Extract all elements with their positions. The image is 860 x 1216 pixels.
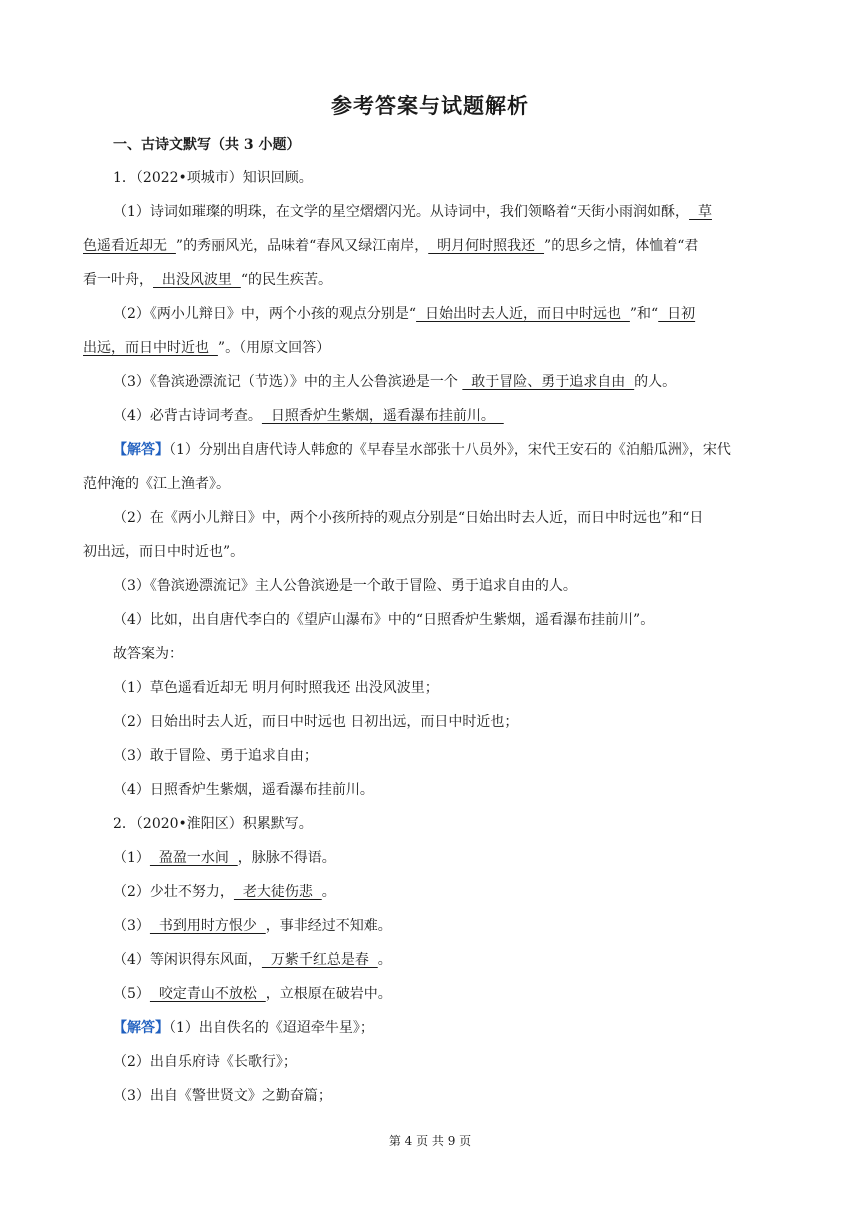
question-2-heading: 2．（2020•淮阳区）积累默写。 [113,816,313,832]
q1-part4: （4）必背古诗词考查。 日照香炉生紫烟，遥看瀑布挂前川。 [113,408,504,424]
blank-answer: 草 [689,204,712,220]
q1-part1-line3: 看一叶舟， 出没风波里 “的民生疾苦。 [83,272,332,288]
q1-summary-heading: 故答案为： [113,646,183,662]
q1-part1-line2: 色遥看近却无 ”的秀丽风光，品味着“春风又绿江南岸， 明月何时照我还 ”的思乡之情，体恤着“君 [83,238,699,254]
q1-summary-1: （1）草色遥看近却无 明月何时照我还 出没风波里； [113,680,439,696]
q1-answer-line4: 初出远，而日中时近也”。 [83,544,245,560]
blank-answer: 书到用时方恨少 [149,918,266,934]
blank-answer: 敢于冒险、勇于追求自由 [462,374,635,390]
blank-answer: 明月何时照我还 [428,238,545,254]
q2-line5: （5） 咬定青山不放松 ，立根原在破岩中。 [113,986,392,1002]
q2-answer-line1: 【解答】（1）出自佚名的《迢迢牵牛星》； [113,1020,374,1036]
answer-tag: 【解答】 [113,442,169,458]
blank-answer: 盈盈一水间 [149,850,238,866]
section-heading: 一、古诗文默写（共 3 小题） [113,137,301,153]
blank-answer: 出没风波里 [153,272,241,288]
q2-line1: （1） 盈盈一水间 ，脉脉不得语。 [113,850,336,866]
q1-answer-line6: （4）比如，出自唐代李白的《望庐山瀑布》中的“日照香炉生紫烟，遥看瀑布挂前川”。 [113,612,655,628]
question-1-heading: 1．（2022•项城市）知识回顾。 [113,170,313,186]
blank-answer: 老大徒伤悲 [233,884,322,900]
blank-answer: 出远，而日中时近也 [83,340,218,356]
q2-line4: （4）等闲识得东风面， 万紫千红总是春 。 [113,952,392,968]
q1-summary-4: （4）日照香炉生紫烟，遥看瀑布挂前川。 [113,782,374,798]
blank-answer: 日始出时去人近，而日中时远也 [416,306,630,322]
answer-tag: 【解答】 [113,1020,169,1036]
blank-answer: 日照香炉生紫烟，遥看瀑布挂前川。 [261,408,504,424]
q1-answer-line1: 【解答】（1）分别出自唐代诗人韩愈的《早春呈水部张十八员外》，宋代王安石的《泊船瓜洲》，宋代 [113,442,731,458]
q1-answer-line5: （3）《鲁滨逊漂流记》主人公鲁滨逊是一个敢于冒险、勇于追求自由的人。 [113,578,577,594]
q1-summary-2: （2）日始出时去人近，而日中时远也 日初出远，而日中时近也； [113,714,519,730]
q2-answer-line2: （2）出自乐府诗《长歌行》； [113,1054,297,1070]
blank-answer: 色遥看近却无 [83,238,176,254]
q2-line3: （3） 书到用时方恨少 ，事非经过不知难。 [113,918,392,934]
blank-answer: 咬定青山不放松 [149,986,266,1002]
q1-part2-line1: （2）《两小儿辩日》中，两个小孩的观点分别是“ 日始出时去人近，而日中时远也 ”和“ 日初 [113,306,696,322]
blank-answer: 万紫千红总是春 [261,952,378,968]
q1-summary-3: （3）敢于冒险、勇于追求自由； [113,748,318,764]
q2-line2: （2）少壮不努力， 老大徒伤悲 。 [113,884,336,900]
q1-answer-line3: （2）在《两小儿辩日》中，两个小孩所持的观点分别是“日始出时去人近，而日中时远也”和“日 [113,510,704,526]
blank-answer: 日初 [658,306,696,322]
q1-answer-line2: 范仲淹的《江上渔者》。 [83,476,230,492]
q1-part3: （3）《鲁滨逊漂流记（节选）》中的主人公鲁滨逊是一个 敢于冒险、勇于追求自由 的人。 [113,374,677,390]
q1-part2-line2: 出远，而日中时近也 ”。（用原文回答） [83,340,331,356]
page-title: 参考答案与试题解析 [331,94,529,118]
q1-part1-line1: （1）诗词如璀璨的明珠，在文学的星空熠熠闪光。从诗词中，我们领略着“天街小雨润如酥， 草 [113,204,712,220]
page-footer: 第 4 页 共 9 页 [388,1134,472,1148]
q2-answer-line3: （3）出自《警世贤文》之勤奋篇； [113,1088,332,1104]
